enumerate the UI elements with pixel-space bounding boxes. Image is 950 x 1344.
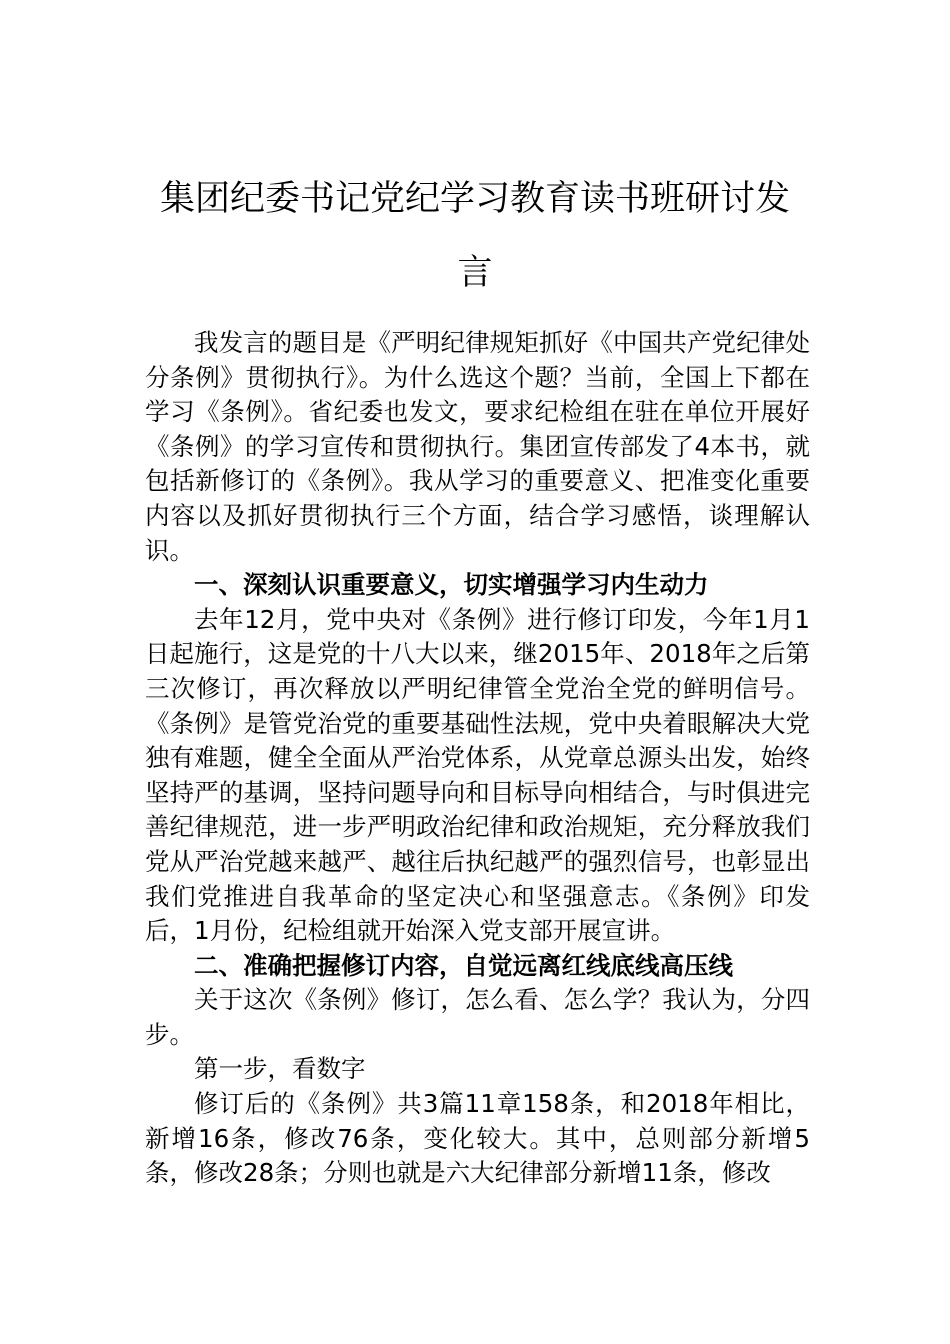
document-title: 集团纪委书记党纪学习教育读书班研讨发言: [159, 179, 790, 293]
section-heading-2: 二、准确把握修订内容，自觉远离红线底线高压线: [194, 950, 733, 980]
paragraph-numbers: 修订后的《条例》共3篇11章158条，和2018年相比，新增16条，修改76条，变化较大。其中，总则部分新增5条，修改28条；分则也就是六大纪律部分新增11条，修改: [145, 1089, 810, 1188]
paragraph-intro: 我发言的题目是《严明纪律规矩抓好《中国共产党纪律处分条例》贯彻执行》。为什么选这个题？当前，全国上下都在学习《条例》。省纪委也发文，要求纪检组在驻在单位开展好《条例》的学习宣传和贯彻执行。集团宣传部发了4本书，就包括新修订的《条例》。我从学习的重要意义、把准变化重要内容以及抓好贯彻执行三个方面，结合学习感悟，谈理解认识。: [145, 328, 810, 565]
document-body: [145, 326, 810, 1191]
paragraph-step-one: 第一步，看数字: [194, 1054, 366, 1084]
paragraph-four-steps: 关于这次《条例》修订，怎么看、怎么学？我认为，分四步。: [145, 985, 810, 1049]
section-heading-1: 一、深刻认识重要意义，切实增强学习内生动力: [194, 570, 709, 600]
paragraph-section-1: 去年12月，党中央对《条例》进行修订印发，今年1月1日起施行，这是党的十八大以来，继2015年、2018年之后第三次修订，再次释放以严明纪律管全党治全党的鲜明信号。《条例》是管党治党的重要基础性法规，党中央着眼解决大党独有难题，健全全面从严治党体系，从党章总源头出发，始终坚持严的基调，坚持问题导向和目标导向相结合，与时俱进完善纪律规范，进一步严明政治纪律和政治规矩，充分释放我们党从严治党越来越严、越往后执纪越严的强烈信号，也彰显出我们党推进自我革命的坚定决心和坚强意志。《条例》印发后，1月份，纪检组就开始深入党支部开展宣讲。: [145, 604, 810, 946]
